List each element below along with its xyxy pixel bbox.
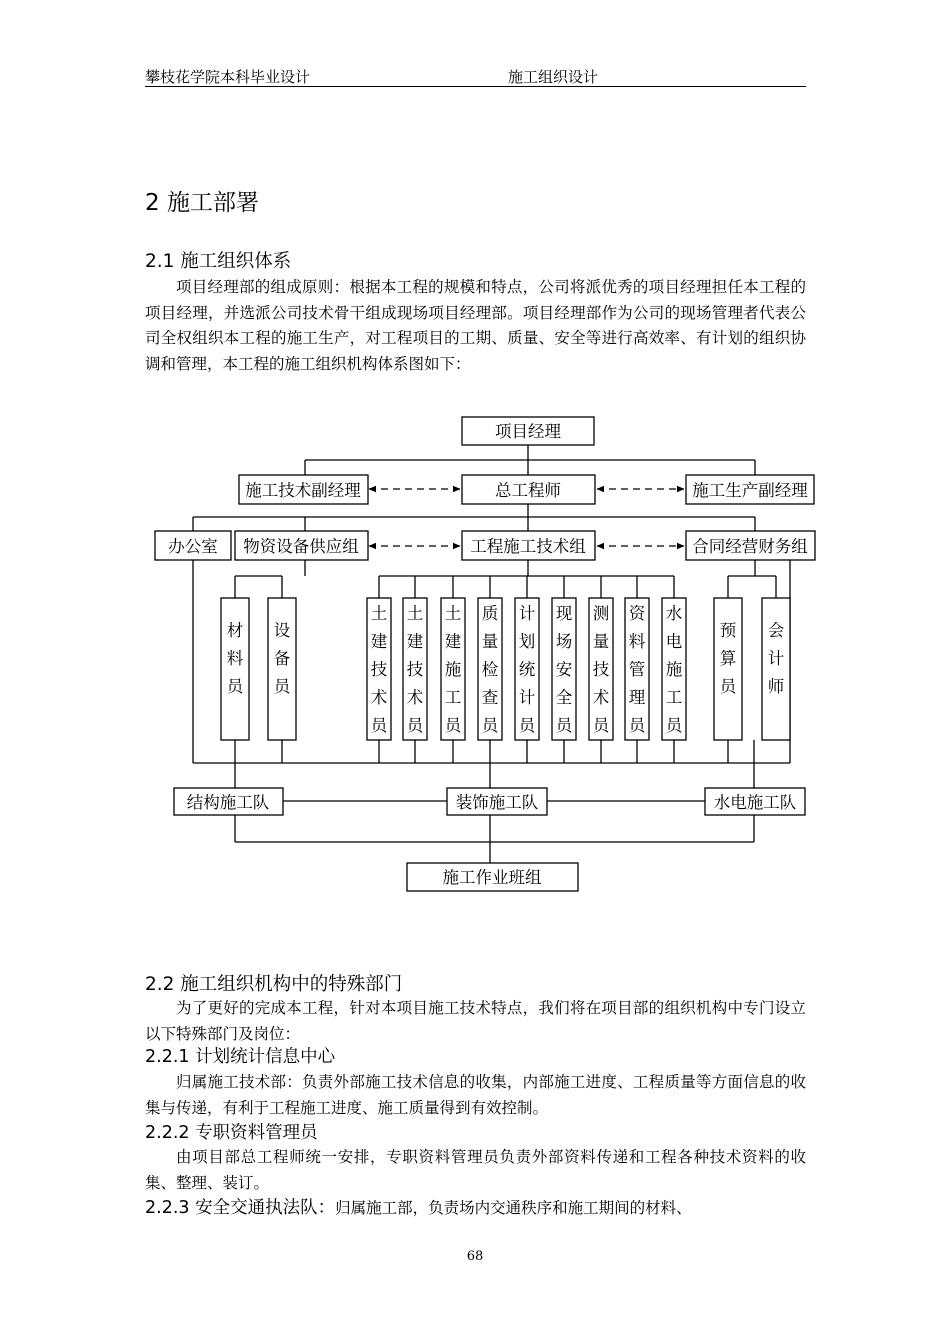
- section-2-heading: 2 施工部署: [145, 190, 259, 216]
- staff-label: 现场安全员: [555, 604, 573, 735]
- label-tech-group: 工程施工技术组: [470, 537, 586, 556]
- org-chart-staff-labels: [227, 604, 785, 735]
- section-2-2-2-heading: 2.2.2 专职资料管理员: [145, 1123, 318, 1143]
- section-2-1-paragraph: 项目经理部的组成原则：根据本工程的规模和特点，公司将派优秀的项目经理担任本工程的项目经理，并选派公司技术骨干组成现场项目经理部。项目经理部作为公司的现场管理者代表公司全权组织本工程的施工生产，对工程项目的工期、质量、安全等进行高效率、有计划的组织协调和管理，本工程的施工组织机构体系图如下：: [145, 278, 806, 373]
- label-production-deputy: 施工生产副经理: [692, 481, 808, 500]
- staff-label: 会计师: [767, 621, 785, 696]
- header-rule: [145, 86, 806, 87]
- staff-label: 预算员: [719, 621, 737, 696]
- section-2-2-heading: 2.2 施工组织机构中的特殊部门: [145, 974, 403, 995]
- section-2-1-heading: 2.1 施工组织体系: [145, 251, 292, 272]
- label-structure-team: 结构施工队: [186, 793, 270, 812]
- staff-label: 测量技术员: [592, 604, 610, 735]
- label-contract-group: 合同经营财务组: [692, 537, 808, 556]
- header-left-title: 攀枝花学院本科毕业设计: [145, 68, 311, 86]
- staff-label: 土建技术员: [406, 604, 424, 735]
- staff-label: 设备员: [273, 621, 291, 696]
- label-tech-deputy: 施工技术副经理: [245, 481, 361, 500]
- section-2-2-1-heading: 2.2.1 计划统计信息中心: [145, 1047, 336, 1067]
- section-2-2-3-heading: 2.2.3 安全交通执法队：: [145, 1198, 336, 1218]
- label-chief-engineer: 总工程师: [495, 481, 561, 500]
- staff-label: 资料管理员: [628, 604, 646, 735]
- page-number: 68: [466, 1249, 484, 1264]
- label-project-manager: 项目经理: [495, 422, 561, 441]
- section-2-2-paragraph: 为了更好的完成本工程，针对本项目施工技术特点，我们将在项目部的组织机构中专门设立以下特殊部门及岗位：: [145, 999, 806, 1043]
- section-2-2-3-line: [145, 1196, 692, 1220]
- label-mep-team: 水电施工队: [713, 793, 797, 812]
- section-2-2-1-paragraph: 归属施工技术部：负责外部施工技术信息的收集，内部施工进度、工程质量等方面信息的收集与传递，有利于工程施工进度、施工质量得到有效控制。: [145, 1073, 806, 1117]
- label-work-crews: 施工作业班组: [442, 868, 542, 887]
- label-supply-group: 物资设备供应组: [243, 537, 359, 556]
- section-2-2-2-paragraph: 由项目部总工程师统一安排，专职资料管理员负责外部资料传递和工程各种技术资料的收集、整理、装订。: [145, 1148, 806, 1192]
- staff-label: 土建施工员: [444, 604, 462, 735]
- header-right-title: 施工组织设计: [508, 68, 599, 86]
- label-decoration-team: 装饰施工队: [455, 793, 539, 812]
- label-office: 办公室: [168, 537, 218, 556]
- staff-label: 材料员: [226, 621, 244, 696]
- staff-label: 土建技术员: [370, 604, 388, 735]
- staff-label: 计划统计员: [518, 604, 536, 735]
- staff-label: 质量检查员: [481, 604, 499, 735]
- staff-label: 水电施工员: [665, 604, 683, 735]
- section-2-2-3-text: 归属施工部，负责场内交通秩序和施工期间的材料、: [335, 1199, 692, 1217]
- org-chart: [140, 405, 820, 895]
